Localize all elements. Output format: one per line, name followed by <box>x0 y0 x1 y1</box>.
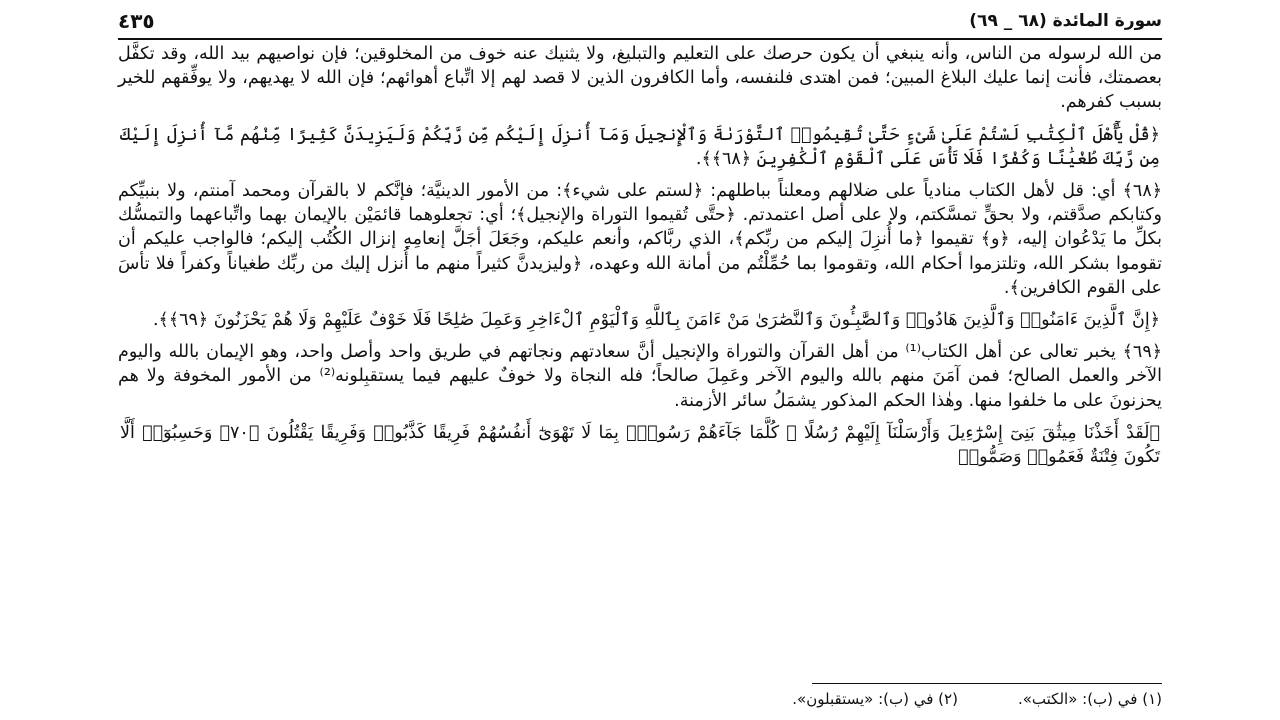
commentary-paragraph-intro: من الله لرسوله من الناس، وأنه ينبغي أن يكون حرصك على التعليم والتبليغ، ولا يثنيك عنه خوف من المخلوقين؛ فإن نواصيهم بيد الله، وقد تكفَّل بعصمتك، فأنت إنما عليك البلاغ المبين؛ فمن اهتدى فلنفسه، وأما الكافرون الذين لا قصد لهم إلا اتِّباع أهوائهم؛ فإن الله لا يهديهم، ولا يوفِّقهم للخير بسبب كفرهم. <box>118 44 1162 113</box>
header-divider <box>118 38 1162 40</box>
surah-title: سورة المائدة (٦٨ _ ٦٩) <box>969 11 1162 31</box>
quran-verse-70: ﴿لَقَدْ أَخَذْنَا مِيثَٰقَ بَنِىٓ إِسْرَٰٓءِيلَ وَأَرْسَلْنَآ إِلَيْهِمْ رُسُلًا ۖ كُلَّمَا جَآءَهُمْ رَسُولٌۢ بِمَا لَا تَهْوَىٰٓ أَنفُسُهُمْ فَرِيقًا كَذَّبُوا۟ وَفَرِيقًا يَقْتُلُونَ ﴿٧٠﴾ وَحَسِبُوٓا۟ أَلَّا تَكُونَ فِتْنَةٌ فَعَمُوا۟ وَصَمُّوا۟ <box>120 422 1160 468</box>
commentary-paragraph-69: ﴿٦٩﴾ يخبر تعالى عن أهل الكتاب⁽¹⁾ من أهل القرآن والتوراة والإنجيل أنَّ سعادتهم ونجاتهم في طريق واحد وأصل واحد، وهو الإيمان بالله واليوم الآخر والعمل الصالح؛ فمن آمَنَ منهم بالله واليوم الآخر وعَمِلَ صالحاً؛ فله النجاة ولا خوفٌ عليهم فيما يستقبِلونه⁽²⁾ من الأمور المخوفة ولا هم يحزنونَ على ما خلفوا منها. وهٰذا الحكم المذكور يشمَلُ سائر الأزمنة. <box>118 342 1162 411</box>
page-number: ٤٣٥ <box>118 9 155 33</box>
page-body <box>118 42 1162 469</box>
footnote-divider <box>812 683 1162 684</box>
footnotes <box>118 690 1162 708</box>
quran-verse-68: ﴿قُلْ يَٰٓأَهْلَ ٱلْكِتَٰبِ لَسْتُمْ عَلَىٰ شَىْءٍ حَتَّىٰ تُقِيمُوا۟ ٱلتَّوْرَىٰةَ وَٱلْإِنجِيلَ وَمَآ أُنزِلَ إِلَيْكُم مِّن رَّبِّكُمْ وَلَيَزِيدَنَّ كَثِيرًا مِّنْهُم مَّآ أُنزِلَ إِلَيْكَ مِن رَّبِّكَ طُغْيَٰنًا وَكُفْرًا فَلَا تَأْسَ عَلَى ٱلْقَوْمِ ٱلْكَٰفِرِينَ ﴿٦٨﴾﴾. <box>120 124 1160 169</box>
quran-verse-69: ﴿إِنَّ ٱلَّذِينَ ءَامَنُوا۟ وَٱلَّذِينَ هَادُوا۟ وَٱلصَّٰبِـُٔونَ وَٱلنَّصَٰرَىٰ مَنْ ءَامَنَ بِٱللَّهِ وَٱلْيَوْمِ ٱلْءَاخِرِ وَعَمِلَ صَٰلِحًا فَلَا خَوْفٌ عَلَيْهِمْ وَلَا هُمْ يَحْزَنُونَ ﴿٦٩﴾﴾. <box>152 310 1160 331</box>
footnote-1: (١) في (ب): «الكتب». <box>1017 690 1162 708</box>
commentary-paragraph-68: ﴿٦٨﴾ أي: قل لأهل الكتاب منادياً على ضلالهم ومعلناً بباطلهم: ﴿لستم على شيء﴾: من الأمور الدينيَّة؛ فإنَّكم لا بالقرآن ومحمد آمنتم، ولا بنبيِّكم وكتابكم صدَّقتم، ولا بحقٍّ تمسَّكتم، ولا على أصل اعتمدتم. ﴿حتَّى تُقيموا التوراة والإنجيل﴾؛ أي: تجعلوهما قائمَيْن بالإيمان بهما واتِّباعهما والتمسُّك بكلِّ ما يَدْعُوان إليه، ﴿و﴾ تقيموا ﴿ما أُنزِلَ إليكم من ربِّكم﴾، الذي ربَّاكم، وأنعم عليكم، وجَعَلَ أجَلَّ إنعامِهِ إنزال الكُتُب إليكم؛ فالواجب عليكم أن تقوموا بشكر الله، وتلتزموا أحكام الله، وتقوموا بما حُمِّلْتُم من أمانة الله وعهده، ﴿وليزيدنَّ كثيراً منهم ما أُنزل إليك من ربِّك طغياناً وكفراً فلا تأسَ على القوم الكافرين﴾. <box>118 181 1162 298</box>
page-header <box>118 8 1162 34</box>
footnote-2: (٢) في (ب): «يستقبلون». <box>792 690 958 708</box>
